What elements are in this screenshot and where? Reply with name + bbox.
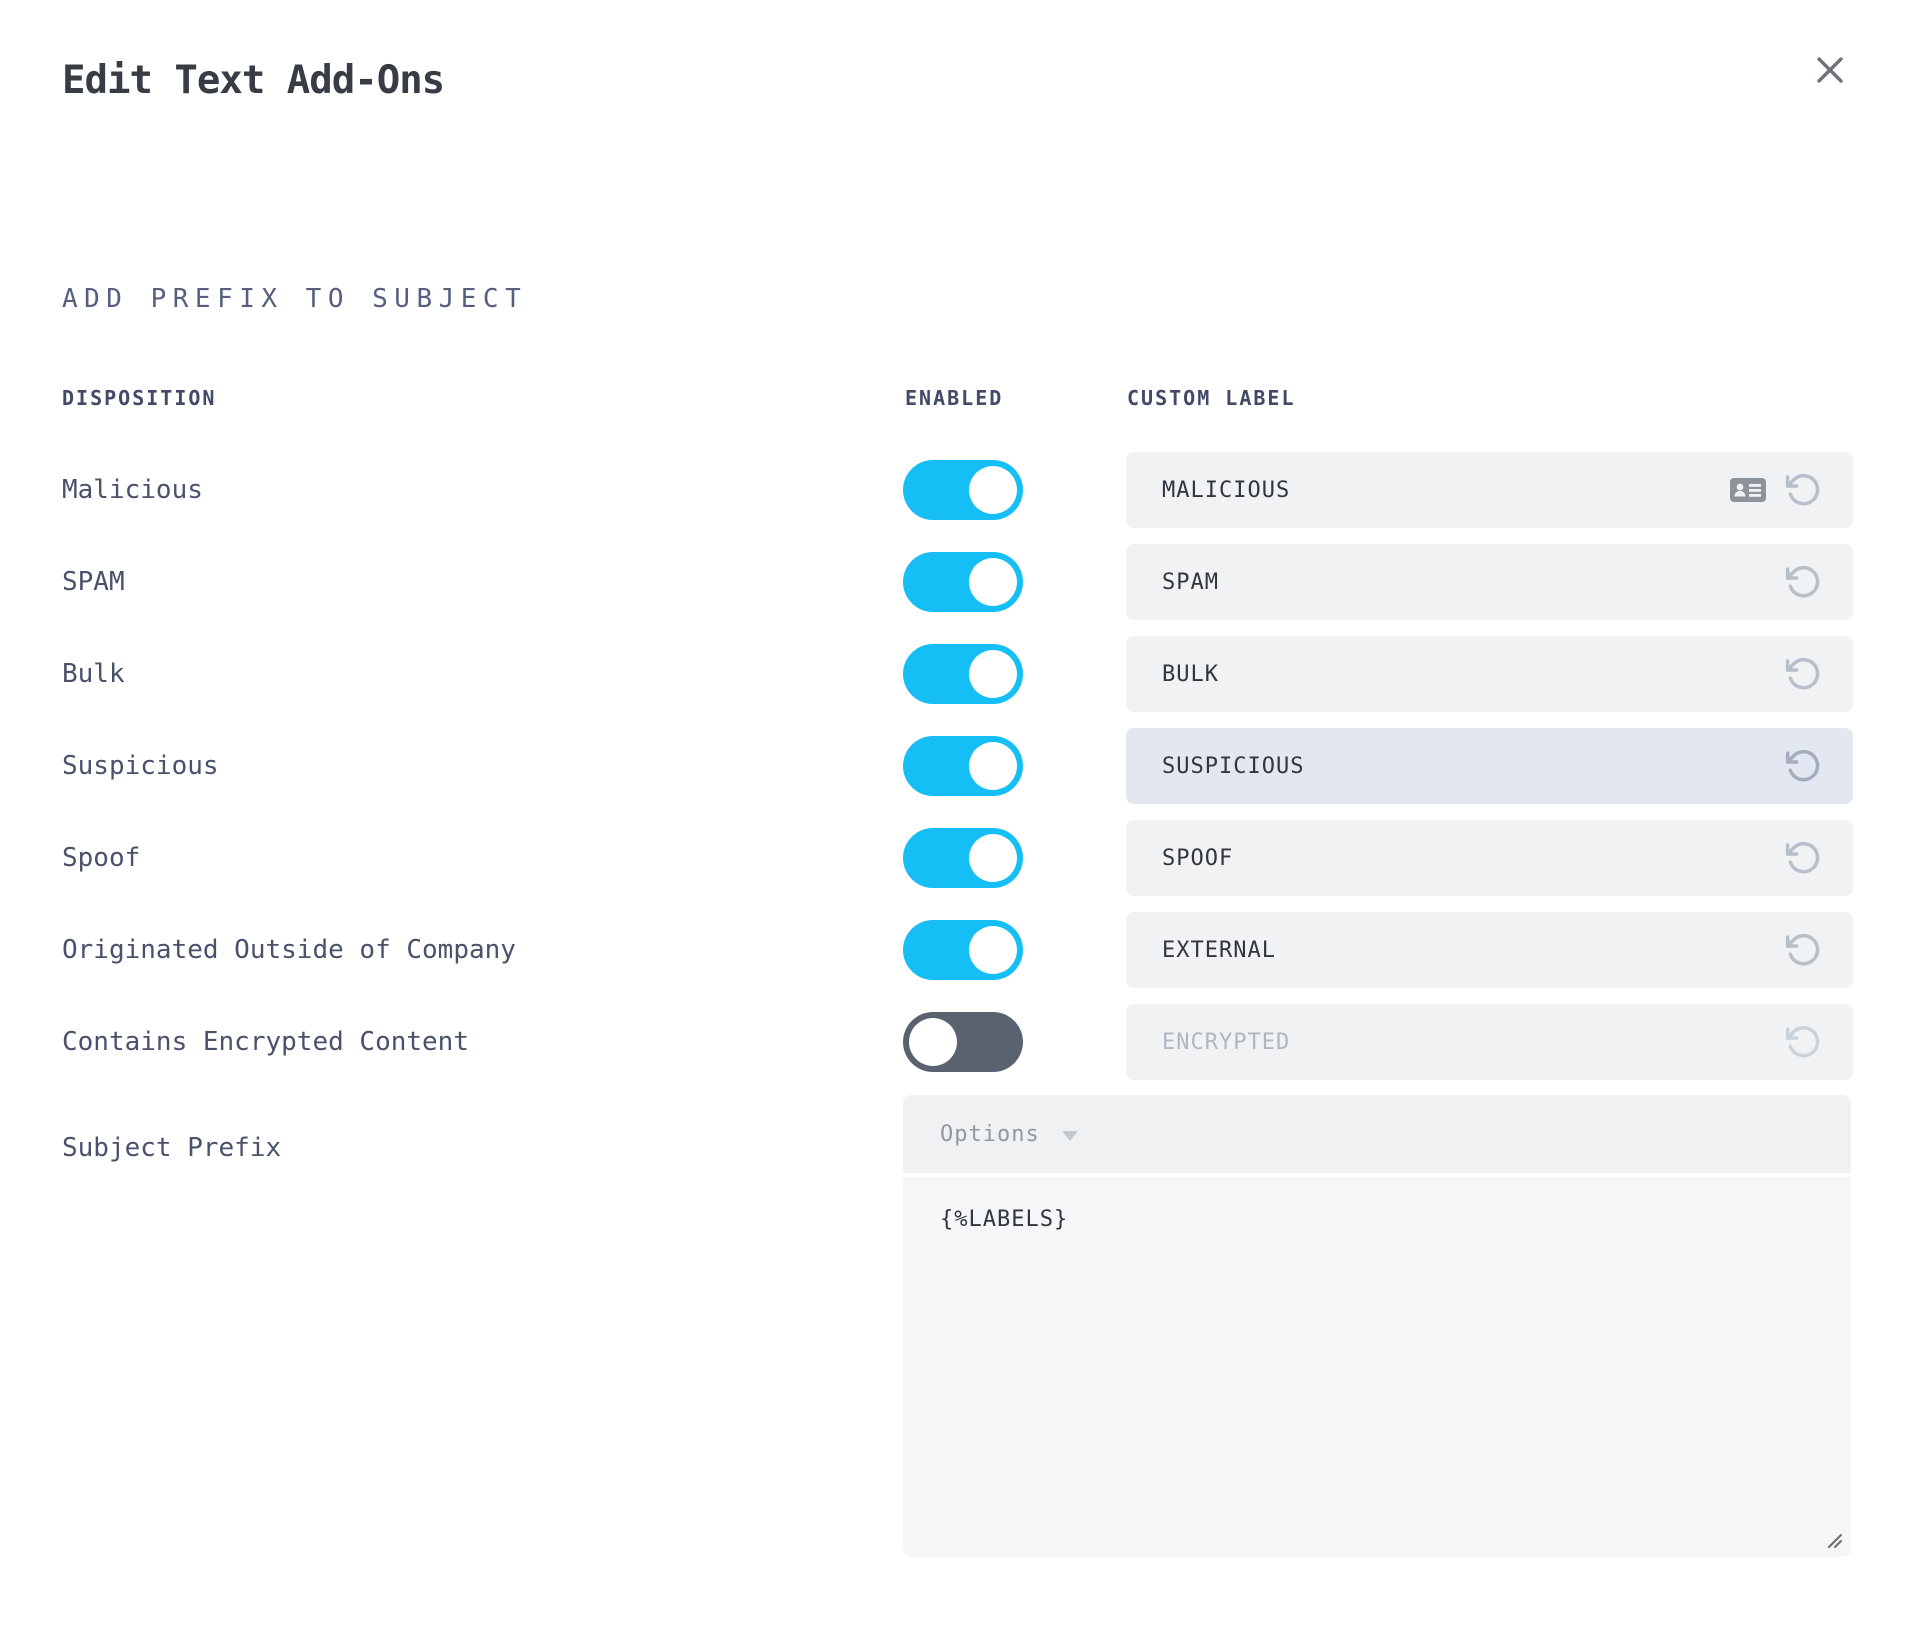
table-row <box>0 636 1908 712</box>
contact-card-icon[interactable] <box>1729 475 1767 505</box>
reset-icon[interactable] <box>1783 470 1823 510</box>
toggle-knob <box>969 742 1017 790</box>
disposition-label: Suspicious <box>62 751 219 781</box>
options-dropdown-label: Options <box>940 1121 1040 1147</box>
column-header-enabled: ENABLED <box>905 386 1004 410</box>
reset-icon[interactable] <box>1783 562 1823 602</box>
disposition-label: Originated Outside of Company <box>62 935 516 965</box>
toggle-knob <box>969 834 1017 882</box>
reset-icon[interactable] <box>1783 746 1823 786</box>
table-row <box>0 1004 1908 1080</box>
close-icon <box>1814 54 1846 86</box>
caret-down-icon <box>1062 1131 1078 1141</box>
custom-label-field[interactable] <box>1126 544 1853 620</box>
table-row <box>0 728 1908 804</box>
custom-label-field[interactable] <box>1126 452 1853 528</box>
enabled-toggle-off[interactable] <box>903 1012 1023 1072</box>
toggle-knob <box>969 926 1017 974</box>
column-header-custom-label: CUSTOM LABEL <box>1127 386 1296 410</box>
custom-label-value: EXTERNAL <box>1162 937 1276 963</box>
close-button[interactable] <box>1806 46 1854 94</box>
disposition-label: Spoof <box>62 843 141 873</box>
custom-label-value: BULK <box>1162 661 1219 687</box>
enabled-toggle-on[interactable] <box>903 920 1023 980</box>
toggle-knob <box>969 558 1017 606</box>
custom-label-field[interactable] <box>1126 912 1853 988</box>
resize-handle-icon[interactable] <box>1825 1531 1845 1551</box>
table-row <box>0 912 1908 988</box>
disposition-label: SPAM <box>62 567 125 597</box>
subject-prefix-label: Subject Prefix <box>62 1133 282 1163</box>
toggle-knob <box>909 1018 957 1066</box>
disposition-label: Contains Encrypted Content <box>62 1027 469 1057</box>
custom-label-field[interactable] <box>1126 636 1853 712</box>
custom-label-value: ENCRYPTED <box>1162 1029 1291 1055</box>
page-title: Edit Text Add-Ons <box>62 58 445 103</box>
disposition-label: Malicious <box>62 475 203 505</box>
custom-label-value: SPOOF <box>1162 845 1234 871</box>
custom-label-field[interactable] <box>1126 728 1853 804</box>
enabled-toggle-on[interactable] <box>903 460 1023 520</box>
enabled-toggle-on[interactable] <box>903 552 1023 612</box>
enabled-toggle-on[interactable] <box>903 828 1023 888</box>
reset-icon[interactable] <box>1783 930 1823 970</box>
toggle-knob <box>969 650 1017 698</box>
enabled-toggle-on[interactable] <box>903 644 1023 704</box>
custom-label-value: SUSPICIOUS <box>1162 753 1305 779</box>
reset-icon[interactable] <box>1783 838 1823 878</box>
column-header-disposition: DISPOSITION <box>62 386 217 410</box>
section-add-prefix-to-subject: ADD PREFIX TO SUBJECT <box>62 284 528 314</box>
custom-label-field[interactable] <box>1126 820 1853 896</box>
table-row <box>0 544 1908 620</box>
custom-label-value: SPAM <box>1162 569 1219 595</box>
enabled-toggle-on[interactable] <box>903 736 1023 796</box>
toggle-knob <box>969 466 1017 514</box>
table-row <box>0 820 1908 896</box>
subject-prefix-value: {%LABELS} <box>940 1207 1069 1232</box>
table-row <box>0 452 1908 528</box>
reset-icon[interactable] <box>1783 1022 1823 1062</box>
reset-icon[interactable] <box>1783 654 1823 694</box>
subject-prefix-textarea[interactable] <box>903 1177 1851 1557</box>
options-dropdown[interactable] <box>903 1095 1851 1173</box>
disposition-label: Bulk <box>62 659 125 689</box>
custom-label-value: MALICIOUS <box>1162 477 1291 503</box>
custom-label-field[interactable] <box>1126 1004 1853 1080</box>
